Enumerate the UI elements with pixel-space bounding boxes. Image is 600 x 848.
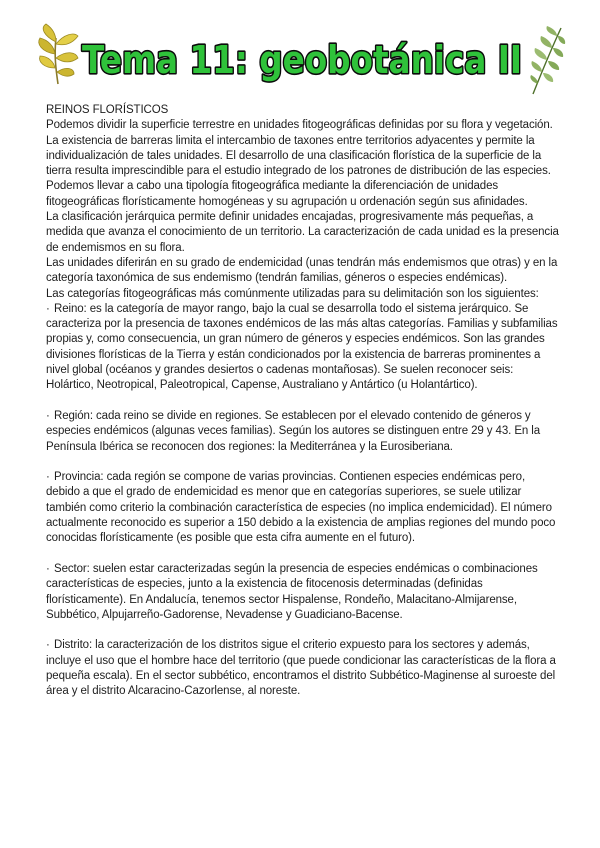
list-item-provincia xyxy=(46,470,562,546)
document-body xyxy=(46,103,562,700)
list-item-text: Distrito: la caracterización de los distritos sigue el criterio expuesto para los sectores y además, incluye el uso que el hombre hace del territorio (que puede condicionar las características de la flora a pequeña escala). En el sector subbético, encontramos el distrito Subbético-Maginense al suroeste del área y el distrito Alcaracino-Cazorlense, al noreste. xyxy=(46,639,556,698)
page-header xyxy=(0,22,600,94)
bullet-marker: · xyxy=(46,302,50,315)
paragraph: La clasificación jerárquica permite definir unidades encajadas, progresivamente más pequeñas, a medida que avanza el conocimiento de un territorio. La caracterización de cada unidad es la presencia de endemismos en su flora. xyxy=(46,211,559,254)
section-heading: REINOS FLORÍSTICOS xyxy=(46,104,169,116)
paragraph: Las categorías fitogeográficas más comúnmente utilizadas para su delimitación son los siguientes: xyxy=(46,287,539,300)
list-item-text: Reino: es la categoría de mayor rango, bajo la cual se desarrolla todo el sistema jerárquico. Se caracteriza por la presencia de taxones endémicos de las más altas categorías. Familias y subfamilias propias y, como consecuencia, un gran número de géneros y especies endémicos. Son las grandes divisiones florísticas de la Tierra y están condicionados por la existencia de barreras prominentes a nivel global (océanos y grandes desiertos o cadenas montañosas). Se suelen reconocer seis: Holártico, Neotropical, Paleotropical, Capense, Australiano y Antártico (u Holantártico). xyxy=(46,302,558,392)
bullet-marker: · xyxy=(46,562,50,575)
page-title-text: Tema 11: geobotánica II xyxy=(82,38,522,82)
yellow-leaf-sprig-icon xyxy=(34,22,80,86)
paragraph: Podemos dividir la superficie terrestre en unidades fitogeográficas definidas por su flora y vegetación. La existencia de barreras limita el intercambio de taxones entre territorios adyacentes y permite la individualización de tales unidades. El desarrollo de una clasificación florística de la superficie de la tierra resulta imprescindible para el estudio integrado de los patrones de distribución de las especies. xyxy=(46,119,553,178)
paragraph: Podemos llevar a cabo una tipología fitogeográfica mediante la diferenciación de unidades fitogeográficas florísticamente homogéneas y su agrupación u ordenación según sus afinidades. xyxy=(46,180,528,208)
list-item-text: Provincia: cada región se compone de varias provincias. Contienen especies endémicas pero, debido a que el grado de endemicidad es menor que en categorías superiores, se suele utilizar también como criterio la combinación característica de especies (no implica endemicidad). El número actualmente reconocido es superior a 150 debido a la existencia de amplias regiones del mundo poco conocidas florísticamente (es posible que esta cifra aumente en el futuro). xyxy=(46,471,556,545)
page-title xyxy=(78,26,526,88)
bullet-marker: · xyxy=(46,471,50,484)
list-item-text: Sector: suelen estar caracterizadas según la presencia de especies endémicas o combinaciones características de especies, junto a la existencia de fitocenosis determinadas (definidas florísticamente). En Andalucía, tenemos sector Hispalense, Rondeño, Malacitano-Almijarense, Subbético, Alpujarreño-Gadorense, Nevadense y Guadiciano-Bacense. xyxy=(46,562,538,621)
paragraph: Las unidades diferirán en su grado de endemicidad (unas tendrán más endemismos que otras) y en la categoría taxonómica de sus endemismo (tendrán familias, géneros o especies endémicas). xyxy=(46,256,558,285)
list-item-text: Región: cada reino se divide en regiones. Se establecen por el elevado contenido de géneros y especies endémicos (algunas veces familias). Según los autores se distinguen entre 29 y 43. En la Península Ibérica se reconocen dos regiones: la Mediterránea y la Eurosiberiana. xyxy=(46,409,541,453)
green-fern-leaf-icon xyxy=(527,24,567,96)
bullet-marker: · xyxy=(46,409,50,422)
bullet-marker: · xyxy=(46,639,50,652)
list-item-sector xyxy=(46,562,562,623)
list-item-reino xyxy=(46,302,562,394)
list-item-distrito xyxy=(46,638,562,699)
list-item-region xyxy=(46,409,562,455)
